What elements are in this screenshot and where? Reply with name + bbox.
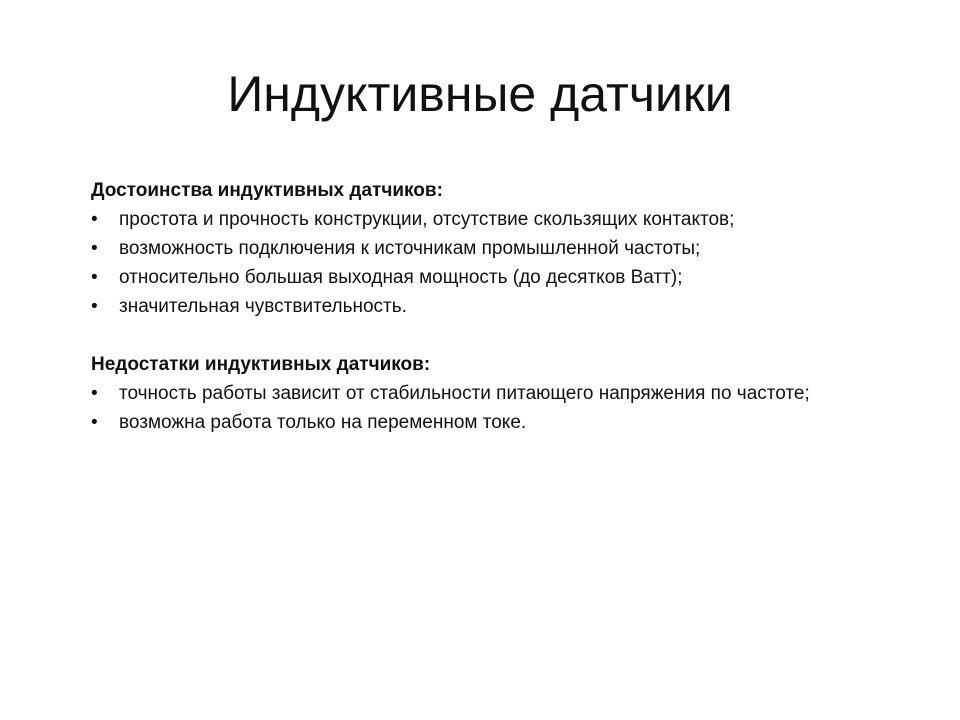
list-item-text: значительная чувствительность.	[119, 296, 407, 317]
bullet-icon: •	[91, 412, 98, 433]
bullet-icon: •	[91, 383, 98, 404]
list-item-text: возможность подключения к источникам промышленной частоты;	[119, 238, 701, 259]
list-item-text: точность работы зависит от стабильности питающего напряжения по частоте;	[119, 383, 810, 404]
advantages-heading: Достоинства индуктивных датчиков:	[91, 180, 443, 201]
bullet-icon: •	[91, 238, 98, 259]
disadvantages-list	[91, 379, 851, 437]
list-item	[91, 234, 851, 263]
list-item	[91, 379, 851, 408]
advantages-list	[91, 205, 851, 321]
bullet-icon: •	[91, 267, 98, 288]
list-item	[91, 263, 851, 292]
section-spacer	[91, 321, 851, 350]
list-item-text: возможна работа только на переменном токе.	[119, 412, 527, 433]
bullet-icon: •	[91, 209, 98, 230]
list-item	[91, 408, 851, 437]
list-item-text: относительно большая выходная мощность (до десятков Ватт);	[119, 267, 683, 288]
slide-content	[91, 176, 851, 437]
slide-title: Индуктивные датчики	[227, 66, 733, 122]
disadvantages-heading: Недостатки индуктивных датчиков:	[91, 354, 431, 375]
bullet-icon: •	[91, 296, 98, 317]
list-item	[91, 205, 851, 234]
list-item-text: простота и прочность конструкции, отсутствие скользящих контактов;	[119, 209, 735, 230]
list-item	[91, 292, 851, 321]
